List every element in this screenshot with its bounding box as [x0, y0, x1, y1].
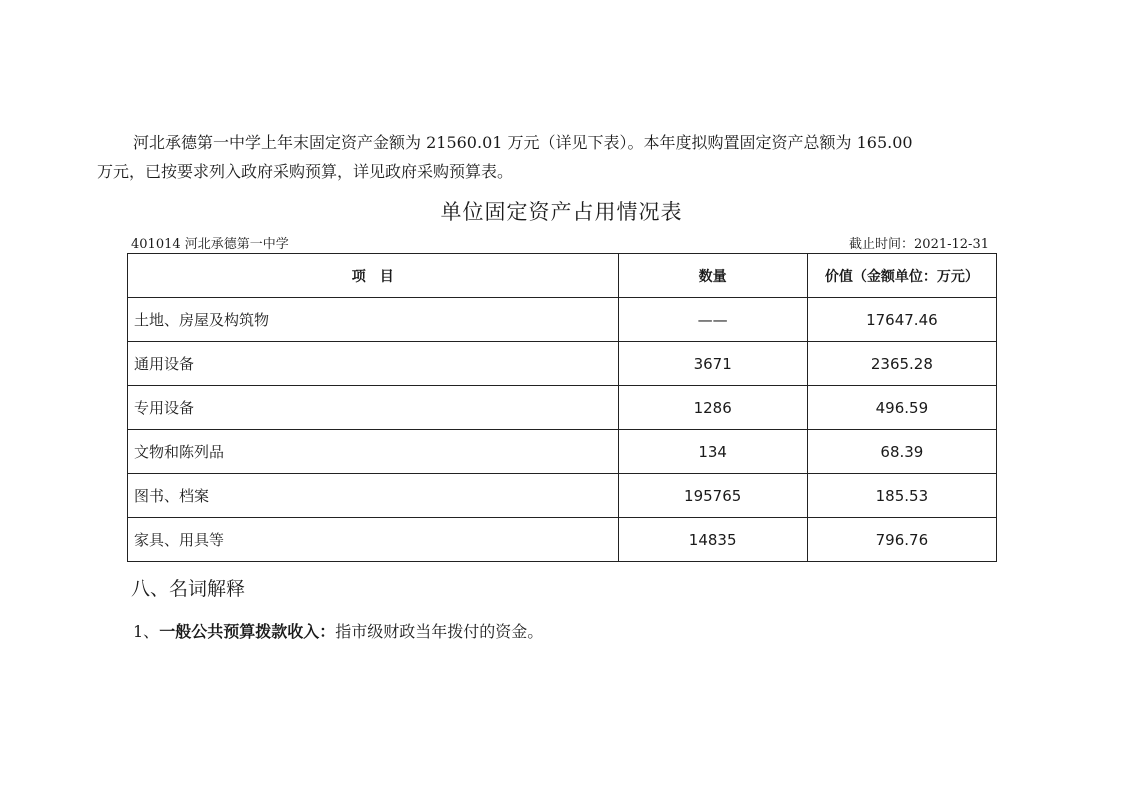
table-row	[128, 298, 997, 342]
table-row	[128, 474, 997, 518]
table-title: 单位固定资产占用情况表	[440, 200, 683, 224]
row-item: 图书、档案	[128, 474, 619, 518]
term-label: 一般公共预算拨款收入：	[159, 622, 336, 641]
table-row	[128, 518, 997, 562]
intro-paragraph-line2: 万元，已按要求列入政府采购预算，详见政府采购预算表。	[97, 162, 514, 181]
header-value: 价值（金额单位：万元）	[807, 254, 996, 298]
term-definition-line	[133, 619, 543, 642]
row-quantity: ——	[618, 298, 807, 342]
table-row	[128, 430, 997, 474]
row-value: 796.76	[807, 518, 996, 562]
row-item: 通用设备	[128, 342, 619, 386]
row-quantity: 14835	[618, 518, 807, 562]
term-definition: 指市级财政当年拨付的资金。	[335, 622, 544, 641]
term-number: 1、	[133, 622, 160, 641]
row-value: 185.53	[807, 474, 996, 518]
row-item: 土地、房屋及构筑物	[128, 298, 619, 342]
row-quantity: 134	[618, 430, 807, 474]
intro-paragraph-line1: 河北承德第一中学上年末固定资产金额为 21560.01 万元（详见下表）。本年度拟购置固定资产总额为 165.00	[133, 133, 913, 152]
row-quantity: 195765	[618, 474, 807, 518]
table-row	[128, 342, 997, 386]
row-value: 2365.28	[807, 342, 996, 386]
row-value: 496.59	[807, 386, 996, 430]
row-item: 文物和陈列品	[128, 430, 619, 474]
fixed-assets-table	[127, 253, 997, 562]
row-quantity: 3671	[618, 342, 807, 386]
header-item: 项 目	[128, 254, 619, 298]
row-value: 17647.46	[807, 298, 996, 342]
section-heading: 八、名词解释	[131, 578, 246, 600]
row-item: 专用设备	[128, 386, 619, 430]
row-value: 68.39	[807, 430, 996, 474]
header-quantity: 数量	[618, 254, 807, 298]
unit-code: 401014 河北承德第一中学	[131, 237, 289, 252]
as-of-date: 截止时间：2021-12-31	[849, 237, 989, 252]
row-quantity: 1286	[618, 386, 807, 430]
table-header-row	[128, 254, 997, 298]
table-row	[128, 386, 997, 430]
row-item: 家具、用具等	[128, 518, 619, 562]
